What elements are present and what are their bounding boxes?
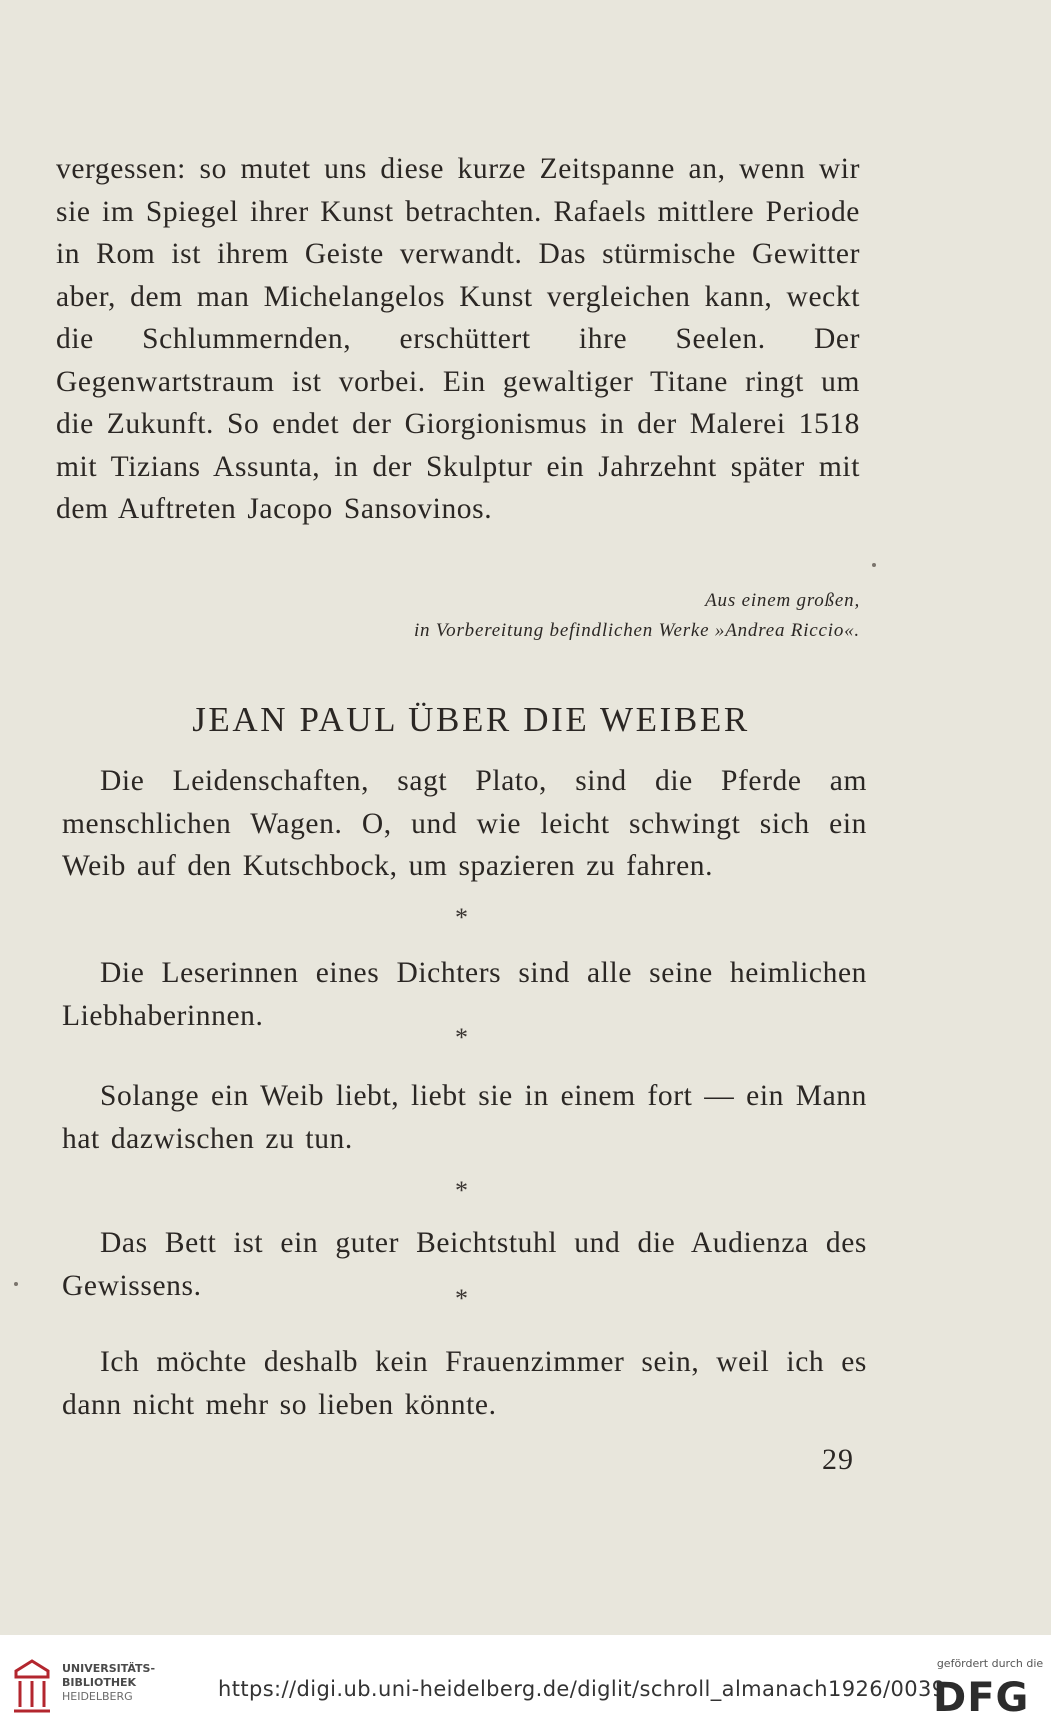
library-name-line-1: UNIVERSITÄTS-: [62, 1662, 156, 1675]
source-line-1: Aus einem großen,: [705, 590, 860, 611]
aphorism-2: Die Leserinnen eines Dichters sind alle seine heimlichen Liebhaberinnen.: [62, 957, 867, 1032]
aphorism-1: Die Leidenschaften, sagt Plato, sind die Pferde am menschlichen Wagen. O, und wie leicht schwingt sich ein Weib auf den Kutschbock, um spazieren zu fahren.: [62, 765, 867, 882]
section-heading: JEAN PAUL ÜBER DIE WEIBER: [192, 700, 750, 739]
separator-star-4: *: [455, 1284, 468, 1313]
viewer-footer: [0, 1635, 1051, 1733]
library-name: [62, 1662, 155, 1704]
aphorism-3: Solange ein Weib liebt, liebt sie in einem fort — ein Mann hat dazwischen zu tun.: [62, 1080, 867, 1155]
university-library-logo-icon: [10, 1657, 54, 1719]
aphorism-4: Das Bett ist ein guter Beichtstuhl und die Audienza des Gewissens.: [62, 1227, 867, 1302]
intro-paragraph: [56, 148, 860, 531]
permalink-url[interactable]: https://digi.ub.uni-heidelberg.de/diglit/schroll_almanach1926/0039: [218, 1677, 946, 1701]
source-note: [56, 586, 860, 646]
separator-star-2: *: [455, 1023, 468, 1052]
scan-speck: [872, 563, 876, 567]
page-number: 29: [822, 1443, 854, 1476]
aphorism-5: Ich möchte deshalb kein Frauenzimmer sein, weil ich es dann nicht mehr so lieben könnte.: [62, 1346, 867, 1421]
dfg-logo: DFG: [933, 1675, 1030, 1721]
funder-caption: gefördert durch die: [936, 1657, 1044, 1670]
library-name-line-2: BIBLIOTHEK: [62, 1676, 137, 1689]
separator-star-1: *: [455, 903, 468, 932]
intro-text: vergessen: so mutet uns diese kurze Zeitspanne an, wenn wir sie im Spiegel ihrer Kunst betrachten. Rafaels mittlere Periode in Rom ist ihrem Geiste verwandt. Das stürmische Gewitter aber, dem man Michelangelos Kunst vergleichen kann, weckt die Schlummernden, erschüttert ihre Seelen. Der Gegenwartstraum ist vorbei. Ein gewaltiger Titane ringt um die Zukunft. So endet der Giorgionismus in der Malerei 1518 mit Tizians Assunta, in der Skulptur ein Jahrzehnt später mit dem Auftreten Jacopo Sansovinos.: [56, 153, 860, 525]
source-line-2: in Vorbereitung befindlichen Werke »Andrea Riccio«.: [413, 620, 860, 641]
scan-speck: [14, 1282, 18, 1286]
separator-star-3: *: [455, 1176, 468, 1205]
library-name-line-3: HEIDELBERG: [62, 1690, 133, 1703]
